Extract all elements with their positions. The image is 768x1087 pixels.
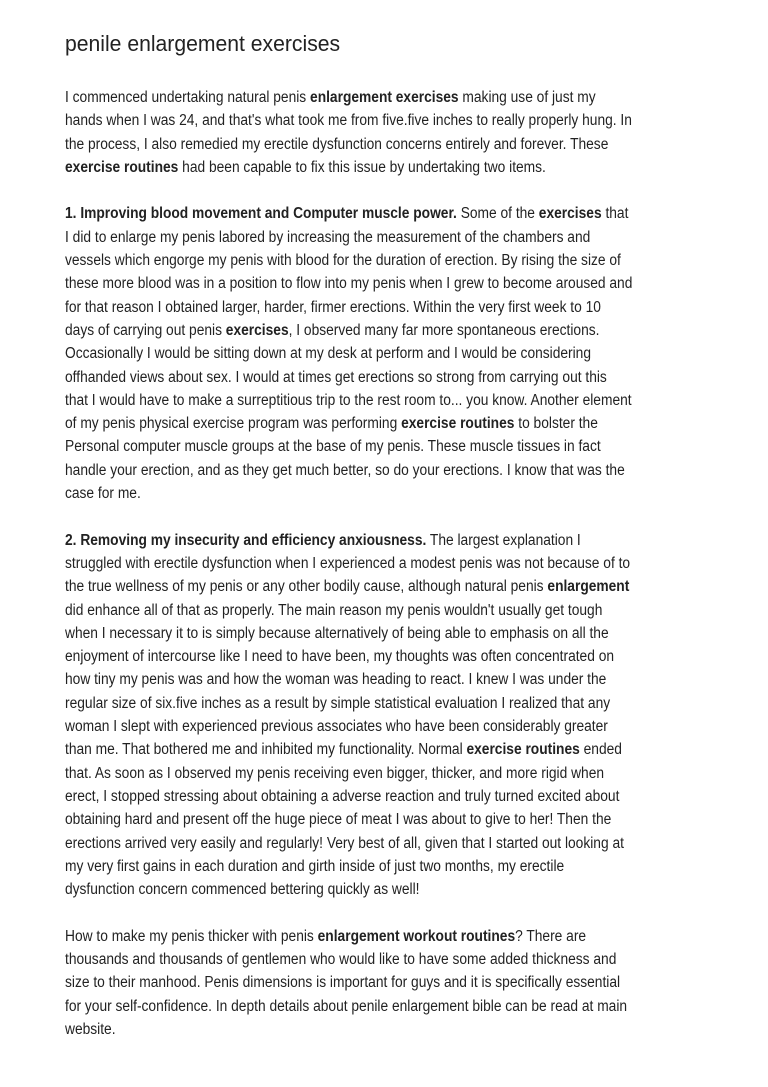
text: how tiny my penis was and how the woman was heading to react. I knew I was under the (65, 671, 607, 689)
text-line (65, 925, 632, 948)
text-line (65, 226, 632, 249)
text-line (65, 296, 632, 319)
text-line (65, 738, 632, 761)
text-line (65, 319, 632, 342)
text-line (65, 692, 632, 715)
text-line (65, 109, 632, 132)
text: ? There are (515, 927, 587, 945)
text: when I necessary it to is simply because alternatively of being able to emphasis on all the (65, 624, 609, 642)
document-title: penile enlargement exercises (65, 31, 341, 56)
text: that I would have to make a surreptitious trip to the rest room to... you know. Another element (65, 391, 632, 409)
text: did enhance all of that as properly. The main reason my penis wouldn't usually get tough (65, 601, 603, 619)
text: Personal computer muscle groups at the base of my penis. These muscle tissues in fact (65, 438, 601, 456)
text: obtaining hard and present off the huge piece of meat I was about to give to her! Then the (65, 811, 612, 829)
text-line (65, 435, 632, 458)
bold-text: enlargement (547, 578, 630, 596)
text: Occasionally I would be sitting down at my desk at perform and I would be considering (65, 345, 592, 363)
text-line (65, 272, 632, 295)
text-line (65, 668, 632, 691)
text-line (65, 459, 632, 482)
text: erections arrived very easily and regularly! Very best of all, given that I started out looking at (65, 834, 624, 852)
text: I commenced undertaking natural penis (65, 89, 311, 106)
text-line (65, 762, 632, 785)
text: for that reason I obtained larger, harder, firmer erections. Within the very first week to 10 (65, 298, 601, 316)
text: to bolster the (514, 415, 598, 433)
text-line (65, 808, 632, 831)
text: struggled with erectile dysfunction when I experienced a modest penis was not because of to (65, 554, 631, 572)
text: vessels which engorge my penis with blood for the duration of erection. By rising the size of (65, 252, 621, 270)
paragraph (65, 202, 699, 505)
text: that. As soon as I observed my penis receiving even bigger, thicker, and more rigid when (65, 764, 605, 782)
bold-text: exercise routines (401, 415, 515, 433)
text: my very first gains in each duration and girth inside of just two months, my erectile (65, 857, 565, 875)
bold-text: exercise routines (65, 158, 179, 176)
text-line (65, 599, 632, 622)
text: for your self-confidence. In depth details about penile enlargement bible can be read at main (65, 997, 628, 1015)
text-line (65, 1018, 632, 1041)
text-line (65, 832, 632, 855)
text: The largest explanation I (426, 531, 581, 549)
text-line (65, 971, 632, 994)
text: dysfunction concern commenced bettering quickly as well! (65, 881, 420, 899)
bold-text: exercises (225, 321, 289, 339)
text-line (65, 878, 632, 901)
paragraph (65, 86, 699, 179)
text: ended (579, 741, 622, 759)
text: woman I slept with experienced previous associates who have been considerably greater (65, 718, 608, 736)
text-line (65, 389, 632, 412)
bold-text: 1. Improving blood movement and Computer muscle power. (65, 205, 457, 223)
document-body (65, 86, 699, 1064)
bold-text: enlargement workout routines (317, 927, 516, 945)
text: enjoyment of intercourse like I need to have been, my thoughts was often concentrated on (65, 648, 615, 666)
bold-text: enlargement exercises (310, 89, 459, 106)
text: , I observed many far more spontaneous erections. (288, 321, 600, 339)
text-line (65, 342, 632, 365)
text: Some of the (456, 205, 539, 223)
text: size to their manhood. Penis dimensions is important for guys and it is specifically essential (65, 974, 621, 992)
text-line (65, 156, 632, 179)
text-line (65, 552, 632, 575)
text: the true wellness of my penis or any other bodily cause, although natural penis (65, 578, 548, 596)
text-line (65, 948, 632, 971)
paragraph (65, 529, 699, 902)
bold-text: exercises (538, 205, 602, 223)
text-line (65, 622, 632, 645)
text: that (601, 205, 629, 223)
text-line (65, 202, 632, 225)
text-line (65, 412, 632, 435)
bold-text: exercise routines (466, 741, 580, 759)
text: erect, I stopped stressing about obtaining a adverse reaction and truly turned excited about (65, 787, 620, 805)
text: How to make my penis thicker with penis (65, 927, 318, 945)
text-line (65, 785, 632, 808)
text-line (65, 855, 632, 878)
text: the process, I also remedied my erectile dysfunction concerns entirely and forever. These (65, 135, 609, 153)
text: making use of just my (458, 89, 596, 106)
text-line (65, 86, 632, 109)
text-line (65, 249, 632, 272)
text-line (65, 995, 632, 1018)
text: than me. That bothered me and inhibited my functionality. Normal (65, 741, 467, 759)
text: these more blood was in a position to flow into my penis when I grew to become aroused and (65, 275, 633, 293)
text-line (65, 482, 632, 505)
text: of my penis physical exercise program was performing (65, 415, 402, 433)
text-line (65, 645, 632, 668)
text: regular size of six.five inches as a result by simple statistical evaluation I realized that any (65, 694, 611, 712)
text: days of carrying out penis (65, 321, 226, 339)
text-line (65, 529, 632, 552)
text: handle your erection, and as they get much better, so do your erections. I know that was the (65, 461, 625, 479)
text: had been capable to fix this issue by undertaking two items. (178, 158, 546, 176)
text: thousands and thousands of gentlemen who would like to have some added thickness and (65, 950, 617, 968)
text-line (65, 575, 632, 598)
text-line (65, 715, 632, 738)
text-line (65, 366, 632, 389)
text: offhanded views about sex. I would at times get erections so strong from carrying out this (65, 368, 607, 386)
text: case for me. (65, 485, 141, 503)
text: hands when I was 24, and that's what took me from five.five inches to really properly hung. In (65, 112, 632, 130)
text: website. (65, 1020, 116, 1038)
text: I did to enlarge my penis labored by increasing the measurement of the chambers and (65, 228, 591, 246)
text-line (65, 133, 632, 156)
paragraph (65, 925, 699, 1041)
bold-text: 2. Removing my insecurity and efficiency anxiousness. (65, 531, 427, 549)
